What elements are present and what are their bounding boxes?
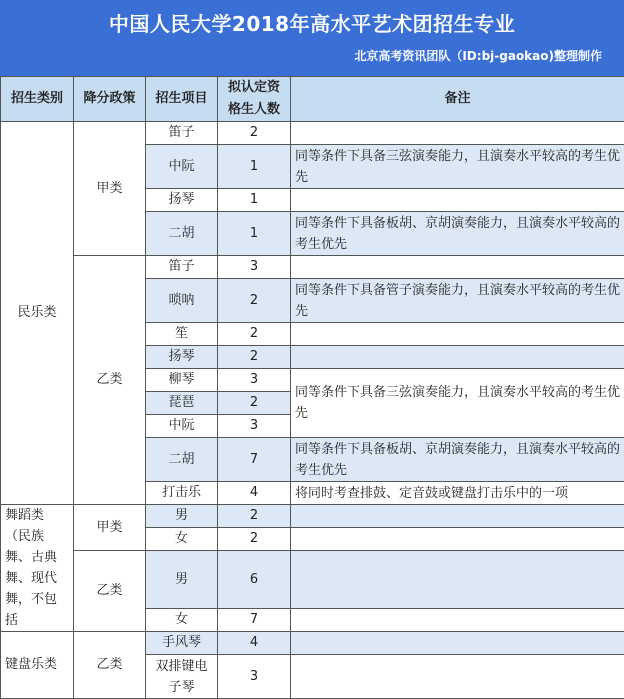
- policy-yi: 乙类: [74, 551, 146, 632]
- project-cell: 扬琴: [146, 346, 218, 369]
- project-cell: 唢呐: [146, 279, 218, 323]
- note-cell: 同等条件下具备三弦演奏能力，且演奏水平较高的考生优先: [291, 369, 624, 438]
- project-cell: 中阮: [146, 145, 218, 189]
- count-cell: 2: [218, 279, 291, 323]
- category-minyue: 民乐类: [1, 122, 74, 505]
- page-title: 中国人民大学2018年高水平艺术团招生专业: [0, 8, 624, 37]
- project-cell: 笛子: [146, 122, 218, 145]
- note-cell: [291, 655, 624, 699]
- project-cell: 男: [146, 551, 218, 609]
- note-cell: [291, 632, 624, 655]
- project-cell: 笙: [146, 323, 218, 346]
- project-cell: 笛子: [146, 256, 218, 279]
- count-cell: 1: [218, 145, 291, 189]
- count-cell: 3: [218, 655, 291, 699]
- note-cell: 同等条件下具备板胡、京胡演奏能力，且演奏水平较高的考生优先: [291, 212, 624, 256]
- note-cell: [291, 346, 624, 369]
- header-banner: [0, 0, 624, 76]
- count-cell: 2: [218, 346, 291, 369]
- note-cell: [291, 122, 624, 145]
- header-project: 招生项目: [146, 77, 218, 122]
- project-cell: 女: [146, 528, 218, 551]
- note-cell: [291, 551, 624, 609]
- policy-jia: 甲类: [74, 122, 146, 256]
- table-row: [1, 256, 624, 279]
- note-cell: [291, 505, 624, 528]
- category-wudao: 舞蹈类（民族舞、古典舞、现代舞，不包括: [1, 505, 74, 632]
- count-cell: 2: [218, 323, 291, 346]
- note-cell: 同等条件下具备三弦演奏能力，且演奏水平较高的考生优先: [291, 145, 624, 189]
- count-cell: 7: [218, 609, 291, 632]
- count-cell: 7: [218, 438, 291, 482]
- project-cell: 柳琴: [146, 369, 218, 392]
- note-cell: [291, 323, 624, 346]
- count-cell: 2: [218, 528, 291, 551]
- table-row: [1, 632, 624, 655]
- count-cell: 2: [218, 122, 291, 145]
- table-header-row: [1, 77, 624, 122]
- table-row: [1, 122, 624, 145]
- table-row: [1, 551, 624, 609]
- table-row: [1, 505, 624, 528]
- project-cell: 双排键电子琴: [146, 655, 218, 699]
- policy-jia: 甲类: [74, 505, 146, 551]
- admission-table: [0, 76, 624, 699]
- note-cell: [291, 609, 624, 632]
- policy-yi: 乙类: [74, 632, 146, 699]
- project-cell: 二胡: [146, 438, 218, 482]
- count-cell: 3: [218, 256, 291, 279]
- count-cell: 1: [218, 189, 291, 212]
- count-cell: 2: [218, 392, 291, 415]
- count-cell: 3: [218, 369, 291, 392]
- category-jianpan: 键盘乐类: [1, 632, 74, 699]
- project-cell: 中阮: [146, 415, 218, 438]
- count-cell: 1: [218, 212, 291, 256]
- count-cell: 4: [218, 482, 291, 505]
- note-cell: 同等条件下具备管子演奏能力，且演奏水平较高的考生优先: [291, 279, 624, 323]
- policy-yi: 乙类: [74, 256, 146, 505]
- note-cell: 将同时考查排鼓、定音鼓或键盘打击乐中的一项: [291, 482, 624, 505]
- header-policy: 降分政策: [74, 77, 146, 122]
- project-cell: 手风琴: [146, 632, 218, 655]
- note-cell: [291, 528, 624, 551]
- count-cell: 3: [218, 415, 291, 438]
- count-cell: 4: [218, 632, 291, 655]
- count-cell: 6: [218, 551, 291, 609]
- project-cell: 琵琶: [146, 392, 218, 415]
- project-cell: 扬琴: [146, 189, 218, 212]
- note-cell: 同等条件下具备板胡、京胡演奏能力，且演奏水平较高的考生优先: [291, 438, 624, 482]
- header-category: 招生类别: [1, 77, 74, 122]
- page-subtitle: 北京高考资讯团队（ID:bj-gaokao)整理制作: [354, 47, 602, 64]
- project-cell: 二胡: [146, 212, 218, 256]
- note-cell: [291, 256, 624, 279]
- note-cell: [291, 189, 624, 212]
- header-count: 拟认定资格生人数: [218, 77, 291, 122]
- project-cell: 打击乐: [146, 482, 218, 505]
- count-cell: 2: [218, 505, 291, 528]
- header-note: 备注: [291, 77, 624, 122]
- project-cell: 女: [146, 609, 218, 632]
- project-cell: 男: [146, 505, 218, 528]
